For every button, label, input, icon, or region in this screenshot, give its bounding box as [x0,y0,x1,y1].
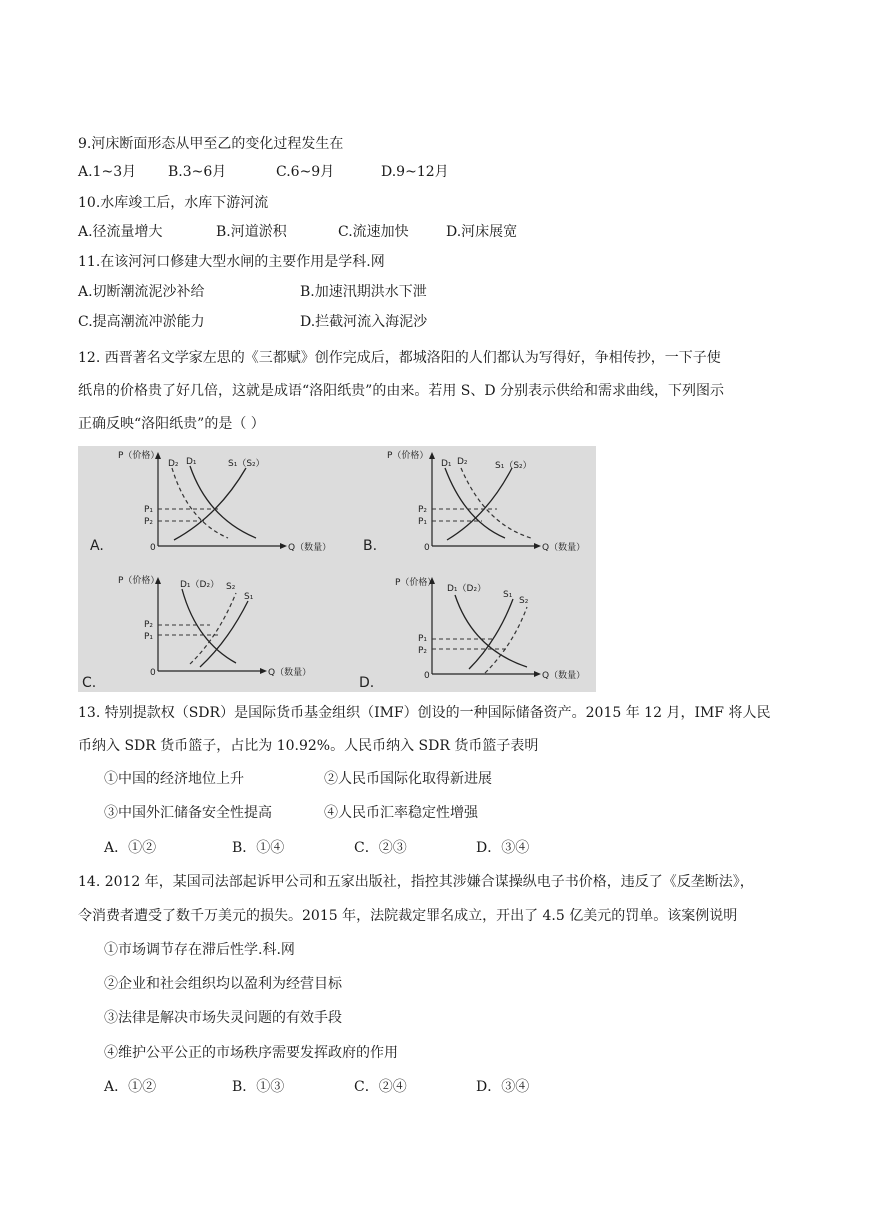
panel-a-demand-curve-d1 [190,466,256,538]
q12-stem-line-1: 12. 西晋著名文学家左思的《三都赋》创作完成后，都城洛阳的人们都认为写得好，争相传抄，一下子使 [78,350,721,366]
q13-item-3: ③中国外汇储备安全性提高 [104,805,272,821]
q10-option-d: D.河床展宽 [446,224,518,240]
panel-c-letter: C. [82,675,97,691]
q11-option-b: B.加速汛期洪水下泄 [300,284,427,300]
q14-option-d: D．③④ [476,1079,530,1095]
panel-c-supply-curve-s1 [200,601,248,667]
panel-b-y-axis-label: P（价格） [387,451,429,461]
panel-a-x-axis-label: Q（数量） [288,543,332,553]
q9-option-d: D.9~12月 [381,164,449,180]
panel-a-origin: 0 [150,543,156,553]
panel-c-origin: 0 [150,668,156,678]
q13-option-a: A．①② [104,840,157,856]
panel-c-x-axis-label: Q（数量） [268,668,312,678]
panel-d-curve-label-s2: S₂ [519,596,529,606]
panel-b-p1-label: P₁ [418,517,428,527]
q11-option-d: D.拦截河流入海泥沙 [300,314,428,330]
panel-d-curve-label-d: D₁（D₂） [447,584,487,594]
q13-item-4: ④人民币汇率稳定性增强 [324,805,478,821]
panel-c [78,569,337,692]
q12-stem-line-3: 正确反映“洛阳纸贵”的是（ ） [78,416,265,432]
panel-d-x-axis-label: Q（数量） [542,671,586,681]
q13-item-2: ②人民币国际化取得新进展 [324,771,492,787]
q10-option-b: B.河道淤积 [216,224,287,240]
panel-b-demand-curve-d2 [461,468,531,538]
panel-a-y-axis-label: P（价格） [118,451,160,461]
panel-b [337,446,596,569]
panel-a-demand-curve-d2 [172,468,228,538]
panel-d-p2-label: P₂ [418,646,428,656]
panel-a-p1-label: P₁ [144,505,154,515]
supply-demand-figure [78,446,596,692]
q13-option-d: D．③④ [476,840,530,856]
panel-c-p2-label: P₂ [144,620,154,630]
q13-option-b: B．①④ [232,840,285,856]
q14-option-b: B．①③ [232,1079,285,1095]
panel-d-y-axis-label: P（价格） [395,578,437,588]
q9-option-c: C.6~9月 [276,164,335,180]
panel-d [337,569,596,692]
panel-b-curve-label-s: S₁（S₂） [495,461,532,471]
q14-item-2: ②企业和社会组织均以盈利为经营目标 [104,976,342,992]
q10-option-c: C.流速加快 [338,224,409,240]
panel-b-curve-label-d2: D₂ [457,457,468,467]
q11-option-c: C.提高潮流冲淤能力 [78,314,205,330]
q11-stem: 11.在该河河口修建大型水闸的主要作用是学科.网 [78,254,385,270]
panel-c-curve-label-s2: S₂ [226,582,236,592]
panel-b-x-axis-label: Q（数量） [542,543,586,553]
q13-stem-line-2: 币纳入 SDR 货币篮子，占比为 10.92%。人民币纳入 SDR 货币篮子表明 [78,738,539,754]
q10-stem: 10.水库竣工后，水库下游河流 [78,195,269,211]
panel-a-p2-label: P₂ [144,517,154,527]
panel-d-curve-label-s1: S₁ [503,590,513,600]
q14-option-a: A．①② [104,1079,157,1095]
panel-b-curve-label-d1: D₁ [441,459,452,469]
panel-b-origin: 0 [424,543,430,553]
panel-d-origin: 0 [424,671,430,681]
q9-option-a: A.1~3月 [78,164,137,180]
q14-item-4: ④维护公平公正的市场秩序需要发挥政府的作用 [104,1045,398,1061]
q14-stem-line-1: 14. 2012 年，某国司法部起诉甲公司和五家出版社，指控其涉嫌合谋操纵电子书价格，违反了《反垄断法》， [78,874,754,890]
panel-a [78,446,337,569]
panel-a-curve-label-s: S₁（S₂） [228,459,265,469]
panel-d-letter: D. [359,675,375,691]
panel-c-curve-label-d: D₁（D₂） [180,580,220,590]
q11-option-a: A.切断潮流泥沙补给 [78,284,205,300]
panel-a-curve-label-d1: D₁ [186,457,197,467]
panel-b-letter: B. [363,538,378,554]
q9-option-b: B.3~6月 [168,164,227,180]
q10-option-a: A.径流量增大 [78,224,163,240]
panel-c-p1-label: P₁ [144,632,154,642]
panel-b-supply-curve [447,468,512,540]
panel-a-letter: A. [90,538,104,554]
q14-item-3: ③法律是解决市场失灵问题的有效手段 [104,1010,342,1026]
q12-stem-line-2: 纸帛的价格贵了好几倍，这就是成语“洛阳纸贵”的由来。若用 S、D 分别表示供给和需求曲线，下列图示 [78,383,725,399]
q13-option-c: C．②③ [354,840,407,856]
panel-b-p2-label: P₂ [418,505,428,515]
q9-stem: 9.河床断面形态从甲至乙的变化过程发生在 [78,136,344,152]
q13-item-1: ①中国的经济地位上升 [104,771,244,787]
panel-c-curve-label-s1: S₁ [244,592,254,602]
q14-item-1: ①市场调节存在滞后性学.科.网 [104,942,295,958]
panel-b-demand-curve-d1 [445,468,505,538]
panel-d-p1-label: P₁ [418,634,428,644]
q13-stem-line-1: 13. 特别提款权（SDR）是国际货币基金组织（IMF）创设的一种国际储备资产。2015 年 12 月，IMF 将人民 [78,705,771,721]
q14-stem-line-2: 令消费者遭受了数千万美元的损失。2015 年，法院裁定罪名成立，开出了 4.5 亿美元的罚单。该案例说明 [78,908,738,924]
panel-c-demand-curve [182,589,236,663]
q14-option-c: C．②④ [354,1079,407,1095]
panel-c-y-axis-label: P（价格） [118,576,160,586]
panel-a-curve-label-d2: D₂ [168,459,179,469]
